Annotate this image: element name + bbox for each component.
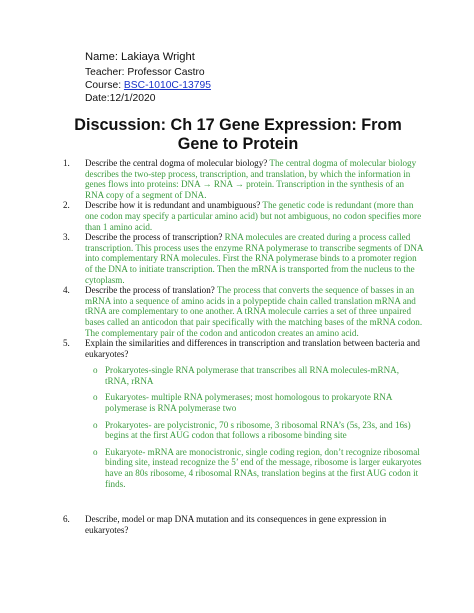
question-item-5 [63, 338, 423, 359]
question-number: 3. [63, 232, 70, 243]
question-item-2 [63, 200, 423, 232]
question-number: 2. [63, 200, 70, 211]
question-text: Explain the similarities and differences in transcription and translation between bacteria and eukaryotes? [85, 338, 420, 359]
question-text: Describe the central dogma of molecular biology? [85, 158, 268, 168]
bullet-item [93, 365, 423, 386]
question-item-6 [63, 514, 423, 535]
bullet-list [63, 365, 423, 489]
bullet-marker: o [93, 419, 98, 430]
bullet-item [93, 392, 423, 413]
student-name: Name: Lakiaya Wright [85, 51, 195, 63]
answer-text: The central dogma of molecular biology describes the two-step process, transcription, and translation, by which the information in genes flows into proteins: DNA → RNA → protein. Transcription in the synthesis of an RNA copy of a segment of DNA. [85, 158, 417, 200]
question-number: 4. [63, 285, 70, 296]
bullet-text: Prokaryotes- are polycistronic, 70 s ribosome, 3 ribosomal RNA’s (5s, 23s, and 16s) begins at the first AUG codon that follows a ribosome binding site [105, 419, 411, 441]
question-item-4 [63, 285, 423, 338]
question-number: 5. [63, 338, 70, 349]
question-text: Describe the process of transcription? [85, 232, 223, 243]
answer-text: RNA molecules are created during a process called transcription. This process uses the enzyme RNA polymerase to transcribe segments of DNA into complementary RNA molecules. First the RNA polymerase binds to a promoter region of the DNA to initiate transcription. Then the mRNA is transported from the nucleus to the cytoplasm. [85, 232, 423, 285]
teacher-name: Teacher: Professor Castro [85, 67, 205, 78]
date-line: Date:12/1/2020 [85, 93, 156, 104]
answer-text: The process that converts the sequence of basses in an mRNA into a sequence of amino acids in a polypeptide chain called translation mRNA and tRNA are complementary to one another. A tRNA molecule carries a set of three unpaired bases called an anticodon that pair specifically with the matching bases of the mRNA codon. The complementary pair of the codon and anticodon creates an amino acid. [85, 285, 423, 338]
course-label: Course: [85, 80, 124, 91]
question-item-1 [63, 158, 423, 200]
question-list [63, 158, 423, 535]
bullet-item [93, 420, 423, 441]
bullet-text: Prokaryotes-single RNA polymerase that transcribes all RNA molecules-mRNA, tRNA, rRNA [105, 365, 399, 386]
question-text: Describe, model or map DNA mutation and its consequences in gene expression in eukaryotes? [85, 514, 387, 535]
bullet-marker: o [93, 365, 98, 376]
course-link[interactable]: BSC-1010C-13795 [123, 80, 211, 91]
answer-text: The genetic code is redundant (more than one codon may specify a particular amino acid) but not ambiguous, no codon specifies more than 1 amino acid. [85, 200, 422, 232]
spacer [63, 495, 423, 514]
bullet-text: Eukaryote- mRNA are monocistronic, single coding region, don’t recognize ribosomal binding site, instead recognize the 5’ end of the message, ribosome is larger eukaryotes have an 80s ribosome, 4 ribosomal RNAs, translation begins at the first AUG codon it finds. [105, 446, 422, 489]
course-line [85, 80, 211, 92]
bullet-text: Eukaryotes- multiple RNA polymerases; most homologous to prokaryote RNA polymerase is RNA polymerase two [105, 392, 392, 414]
question-text: Describe the process of translation? [85, 285, 215, 296]
bullet-marker: o [93, 446, 98, 457]
bullet-marker: o [93, 392, 98, 403]
page-title: Discussion: Ch 17 Gene Expression: From Gene to Protein [74, 116, 402, 153]
bullet-item [93, 447, 423, 489]
question-text: Describe how it is redundant and unambiguous? [85, 200, 261, 211]
question-number: 6. [63, 514, 70, 525]
question-number: 1. [63, 158, 70, 168]
question-item-3 [63, 232, 423, 285]
